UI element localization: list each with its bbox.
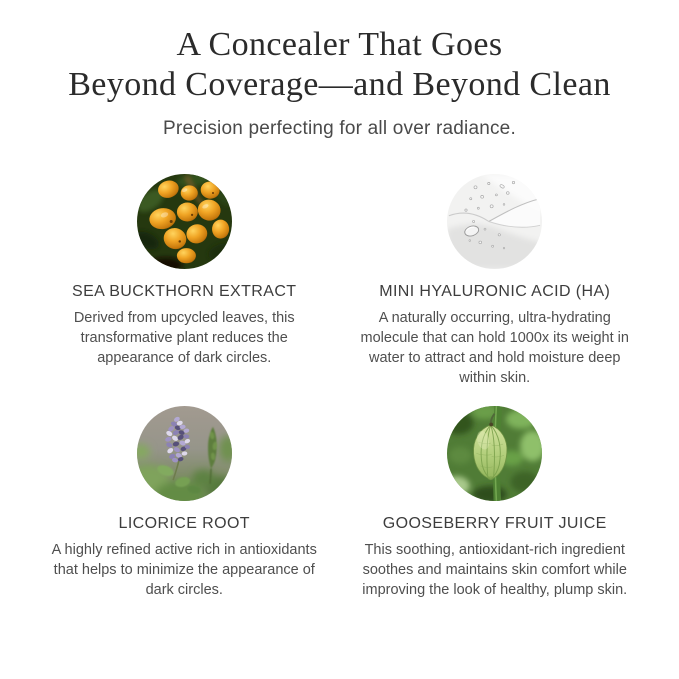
gooseberry-husk-photo <box>447 406 542 501</box>
ingredient-name: LICORICE ROOT <box>118 515 250 533</box>
ingredient-card-sea-buckthorn <box>42 174 327 368</box>
title-line-1: A Concealer That Goes <box>176 26 503 63</box>
ingredient-description: This soothing, antioxidant-rich ingredient soothes and maintains skin comfort while improving the look of healthy, plump skin. <box>362 542 628 599</box>
page-subtitle: Precision perfecting for all over radiance. <box>163 118 516 140</box>
ingredients-grid <box>0 174 679 600</box>
ingredient-card-hyaluronic-acid <box>353 174 638 388</box>
page-title <box>0 25 679 105</box>
licorice-root-flower-photo <box>137 406 232 501</box>
header <box>0 25 679 140</box>
ingredient-name: SEA BUCKTHORN EXTRACT <box>72 283 297 301</box>
ingredient-description: A naturally occurring, ultra-hydrating molecule that can hold 1000x its weight in water to attract and hold moisture deep within skin. <box>360 310 629 387</box>
ingredient-name: GOOSEBERRY FRUIT JUICE <box>382 515 607 533</box>
sea-buckthorn-berries-photo <box>137 174 232 269</box>
ingredient-name: MINI HYALURONIC ACID (HA) <box>379 283 611 301</box>
ingredient-card-gooseberry <box>353 406 638 600</box>
ingredient-description: A highly refined active rich in antioxidants that helps to minimize the appearance of dark circles. <box>51 542 317 599</box>
title-line-2: Beyond Coverage—and Beyond Clean <box>68 66 611 104</box>
ingredient-description: Derived from upcycled leaves, this transformative plant reduces the appearance of dark circles. <box>73 310 295 367</box>
hyaluronic-acid-gel-photo <box>447 174 542 269</box>
ingredient-card-licorice-root <box>42 406 327 600</box>
